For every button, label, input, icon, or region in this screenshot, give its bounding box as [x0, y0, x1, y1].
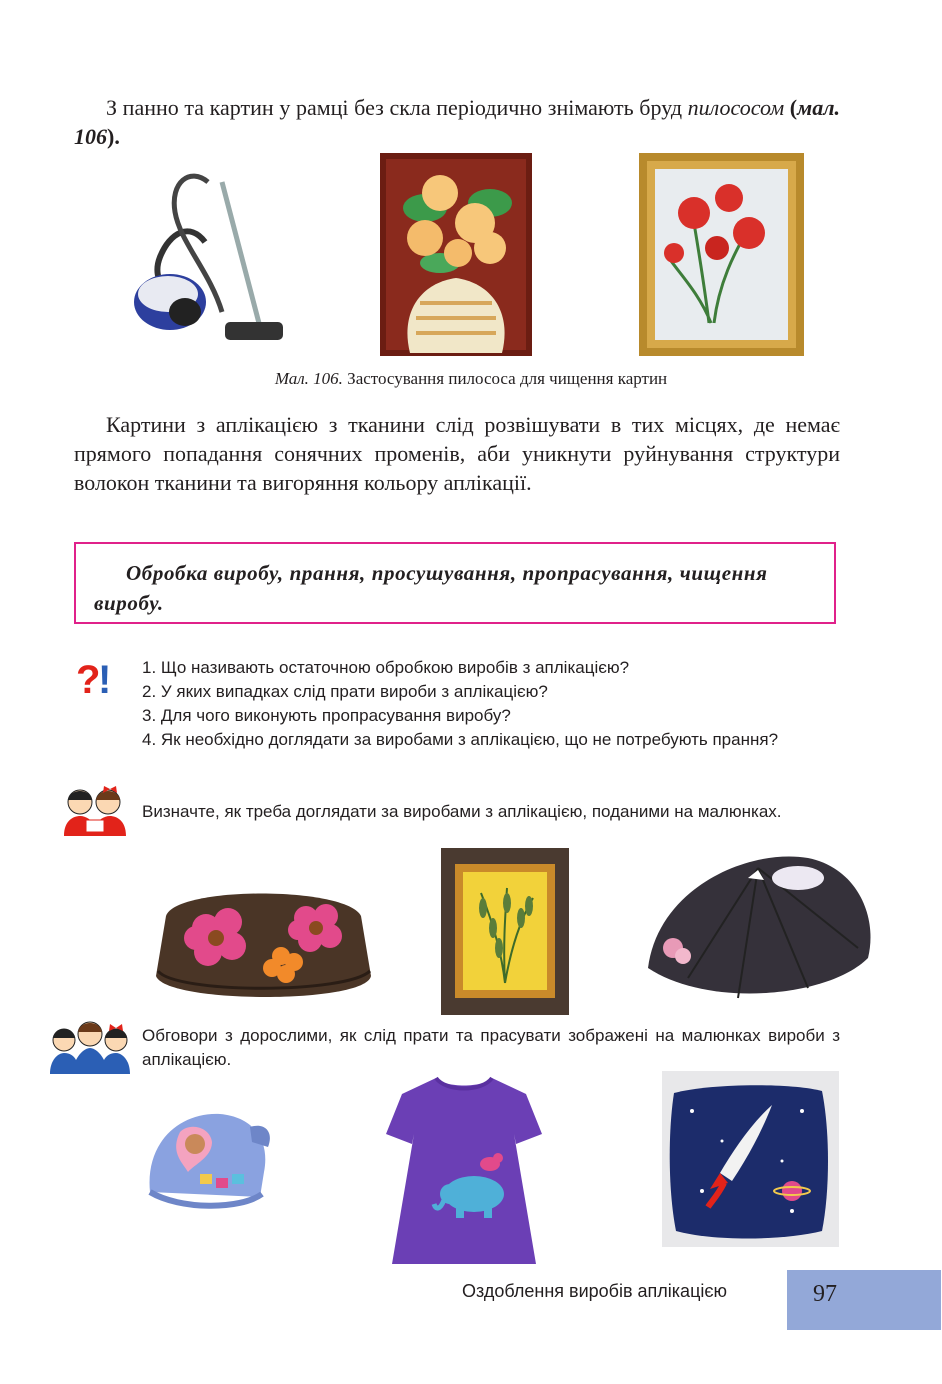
vacuum-cleaner-image — [130, 162, 300, 354]
pencil-case-image — [146, 876, 380, 1012]
dress-image — [386, 1074, 542, 1268]
task-discuss: Обговори з дорослими, як слід прати та прасувати зображені на малюнках вироби з аплікацією. — [142, 1026, 840, 1069]
paragraph-vacuum: З панно та картин у рамці без скла періодично знімають бруд пилососом (мал. 106). — [74, 95, 841, 149]
two-children-icon — [62, 786, 128, 838]
keywords-box: Обробка виробу, прання, просушування, пропрасування, чищення виробу. — [74, 542, 836, 624]
question-item: 1. Що називають остаточною обробкою виробів з аплікацією? — [142, 658, 630, 677]
figure-caption: Мал. 106. Застосування пилососа для чищення картин — [274, 369, 668, 388]
question-item: 4. Як необхідно доглядати за виробами з аплікацією, що не потребують прання? — [142, 730, 779, 749]
umbrella-image — [628, 848, 880, 1010]
framed-vase-picture — [380, 153, 532, 356]
cap-image — [140, 1102, 274, 1212]
three-children-icon — [48, 1020, 132, 1074]
paragraph-sunlight: Картини з аплікацією з тканини слід розвішувати в тих місцях, де немає прямого попадання сонячних променів, аби уникнути руйнування структури волокон тканини та вигоряння кольору аплікації. — [74, 412, 840, 495]
framed-olive-picture — [441, 848, 569, 1015]
question-item: 2. У яких випадках слід прати вироби з аплікацією? — [142, 682, 548, 701]
question-item: 3. Для чого виконують пропрасування виробу? — [142, 706, 511, 725]
page-number: 97 — [787, 1270, 941, 1330]
rocket-pillow-image — [662, 1071, 839, 1247]
question-exclamation-icon — [74, 657, 120, 697]
svg-text:?: ? — [76, 658, 101, 697]
footer-section-title: Оздоблення виробів аплікацією — [462, 1281, 728, 1301]
svg-text:!: ! — [98, 658, 112, 697]
task-care: Визначте, як треба доглядати за виробами з аплікацією, поданими на малюнках. — [142, 802, 782, 821]
review-questions — [142, 656, 840, 752]
framed-poppies-picture — [639, 153, 804, 356]
